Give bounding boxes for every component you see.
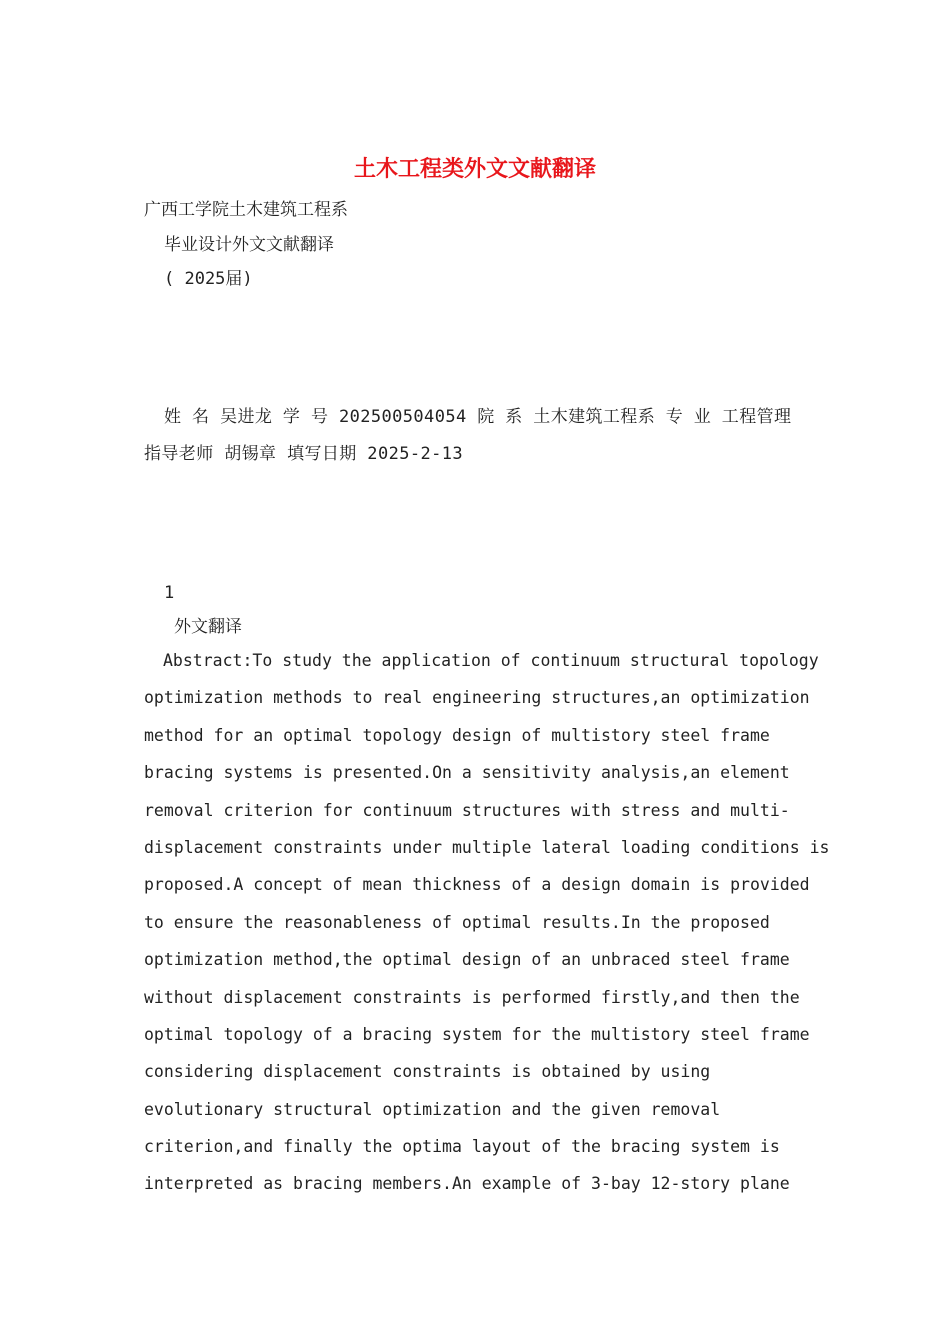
abstract-line: proposed.A concept of mean thickness of a design domain is provided	[144, 875, 810, 895]
document-subtitle: 毕业设计外文文献翻译	[164, 235, 334, 255]
abstract-line: optimization methods to real engineering structures,an optimization	[144, 688, 810, 708]
abstract-line: Abstract:To study the application of continuum structural topology	[163, 651, 819, 670]
page-number: 1	[164, 583, 175, 603]
abstract-line: optimization method,the optimal design of an unbraced steel frame	[144, 950, 790, 970]
abstract-line: without displacement constraints is performed firstly,and then the	[144, 987, 800, 1007]
abstract-line: interpreted as bracing members.An example of 3-bay 12-story plane	[144, 1174, 790, 1194]
section-heading: 外文翻译	[174, 617, 242, 637]
abstract-line: considering displacement constraints is obtained by using	[144, 1062, 711, 1082]
student-info-line: 姓 名 吴进龙 学 号 202500504054 院 系 土木建筑工程系 专 业 工程管理	[164, 407, 792, 427]
abstract-line: removal criterion for continuum structures with stress and multi-	[144, 800, 790, 820]
abstract-line: to ensure the reasonableness of optimal results.In the proposed	[144, 912, 770, 932]
school-name: 广西工学院土木建筑工程系	[144, 200, 348, 220]
abstract-line: criterion,and finally the optima layout of the bracing system is	[144, 1137, 780, 1157]
abstract-line: evolutionary structural optimization and the given removal	[144, 1099, 721, 1119]
abstract-paragraph	[144, 650, 830, 1211]
advisor-info-line: 指导老师 胡锡章 填写日期 2025-2-13	[144, 444, 464, 464]
graduation-year: ( 2025届)	[164, 269, 253, 289]
abstract-line: method for an optimal topology design of multistory steel frame	[144, 725, 770, 745]
abstract-line: bracing systems is presented.On a sensitivity analysis,an element	[144, 763, 790, 783]
abstract-line: optimal topology of a bracing system for the multistory steel frame	[144, 1024, 810, 1044]
abstract-line: displacement constraints under multiple lateral loading conditions is	[144, 837, 830, 857]
document-title: 土木工程类外文文献翻译	[353, 156, 596, 182]
